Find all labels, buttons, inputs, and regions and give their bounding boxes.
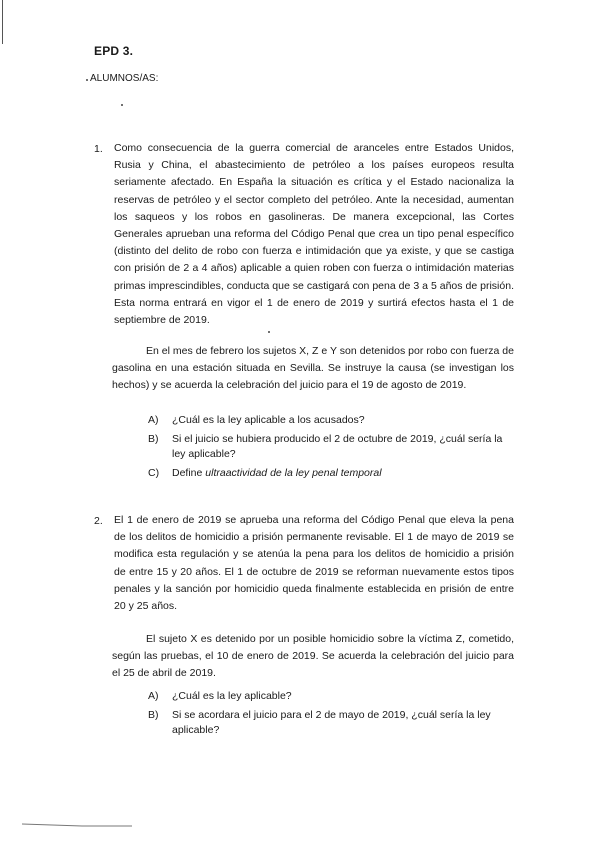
exercise-1-questions: [148, 413, 518, 484]
scan-speck: [268, 331, 270, 333]
question-item: [148, 708, 518, 739]
question-text: ¿Cuál es la ley aplicable?: [172, 690, 292, 702]
question-text: ¿Cuál es la ley aplicable a los acusados?: [172, 414, 365, 426]
scan-speck: [86, 79, 88, 81]
question-letter: A): [148, 414, 159, 426]
students-label: ALUMNOS/AS:: [90, 73, 159, 84]
question-letter: B): [148, 432, 159, 445]
exercise-1-paragraph-2: En el mes de febrero los sujetos X, Z e Y son detenidos por robo con fuerza de gasolina en una estación situada en Sevilla. Se instruye la causa (se investigan los hechos) y se acuerda la celebración del juicio para el 19 de agosto de 2019.: [112, 345, 514, 392]
exercise-2-questions: [148, 689, 518, 742]
question-letter: B): [148, 708, 159, 721]
question-text-italic: ultraactividad de la ley penal temporal: [205, 466, 382, 479]
exercise-1-number: 1.: [94, 143, 103, 155]
question-item: [148, 689, 518, 705]
question-item: [148, 432, 518, 463]
exercise-2-paragraph-1: El 1 de enero de 2019 se aprueba una reforma del Código Penal que eleva la pena de los delitos de homicidio a prisión permanente revisable. El 1 de mayo de 2019 se modifica esta regulación y se atenúa la pena para los delitos de homicidio a prisión de entre 15 y 20 años. El 1 de octubre de 2019 se reforman nuevamente estos tipos penales y la sanción por homicidio queda finalmente establecida en prisión de entre 20 y 25 años.: [114, 514, 514, 613]
question-item: [148, 413, 518, 429]
exercise-1-paragraph-1: Como consecuencia de la guerra comercial de aranceles entre Estados Unidos, Rusia y China, el abastecimiento de petróleo a los países europeos resulta seriamente afectado. En España la situación es crítica y el Estado nacionaliza la reservas de petróleo y el sector completo del petróleo. Ante la necesidad, aumentan los saqueos y los robos en gasolineras. De manera excepcional, las Cortes Generales aprueban una reforma del Código Penal que crea un tipo penal específico (distinto del delito de robo con fuerza e intimidación que ya existe, y que se castiga con prisión de 2 a 4 años) aplicable a quien roben con fuerza o intimidación materias primas imprescindibles, conducta que se castigará con pena de 3 a 5 años de prisión. Esta norma entrará en vigor el 1 de enero de 2019 y surtirá efectos hasta el 1 de septiembre de 2019.: [114, 142, 514, 327]
question-text: Si se acordara el juicio para el 2 de mayo de 2019, ¿cuál sería la ley aplicable?: [172, 708, 491, 736]
question-letter: C): [148, 466, 160, 479]
exercise-2-number: 2.: [94, 515, 103, 527]
question-letter: A): [148, 690, 159, 702]
exercise-2-paragraph-2: El sujeto X es detenido por un posible homicidio sobre la víctima Z, cometido, según las pruebas, el 10 de enero de 2019. Se acuerda la celebración del juicio para el 25 de abril de 2019.: [112, 633, 514, 680]
scan-edge-mark: [2, 0, 3, 44]
question-text: Si el juicio se hubiera producido el 2 de octubre de 2019, ¿cuál sería la ley aplicable?: [172, 432, 503, 460]
question-item: [148, 466, 518, 482]
scan-streak-mark: [22, 822, 132, 828]
scan-speck: [121, 104, 123, 106]
question-text-prefix: Define: [172, 466, 206, 479]
document-title: EPD 3.: [94, 44, 134, 58]
